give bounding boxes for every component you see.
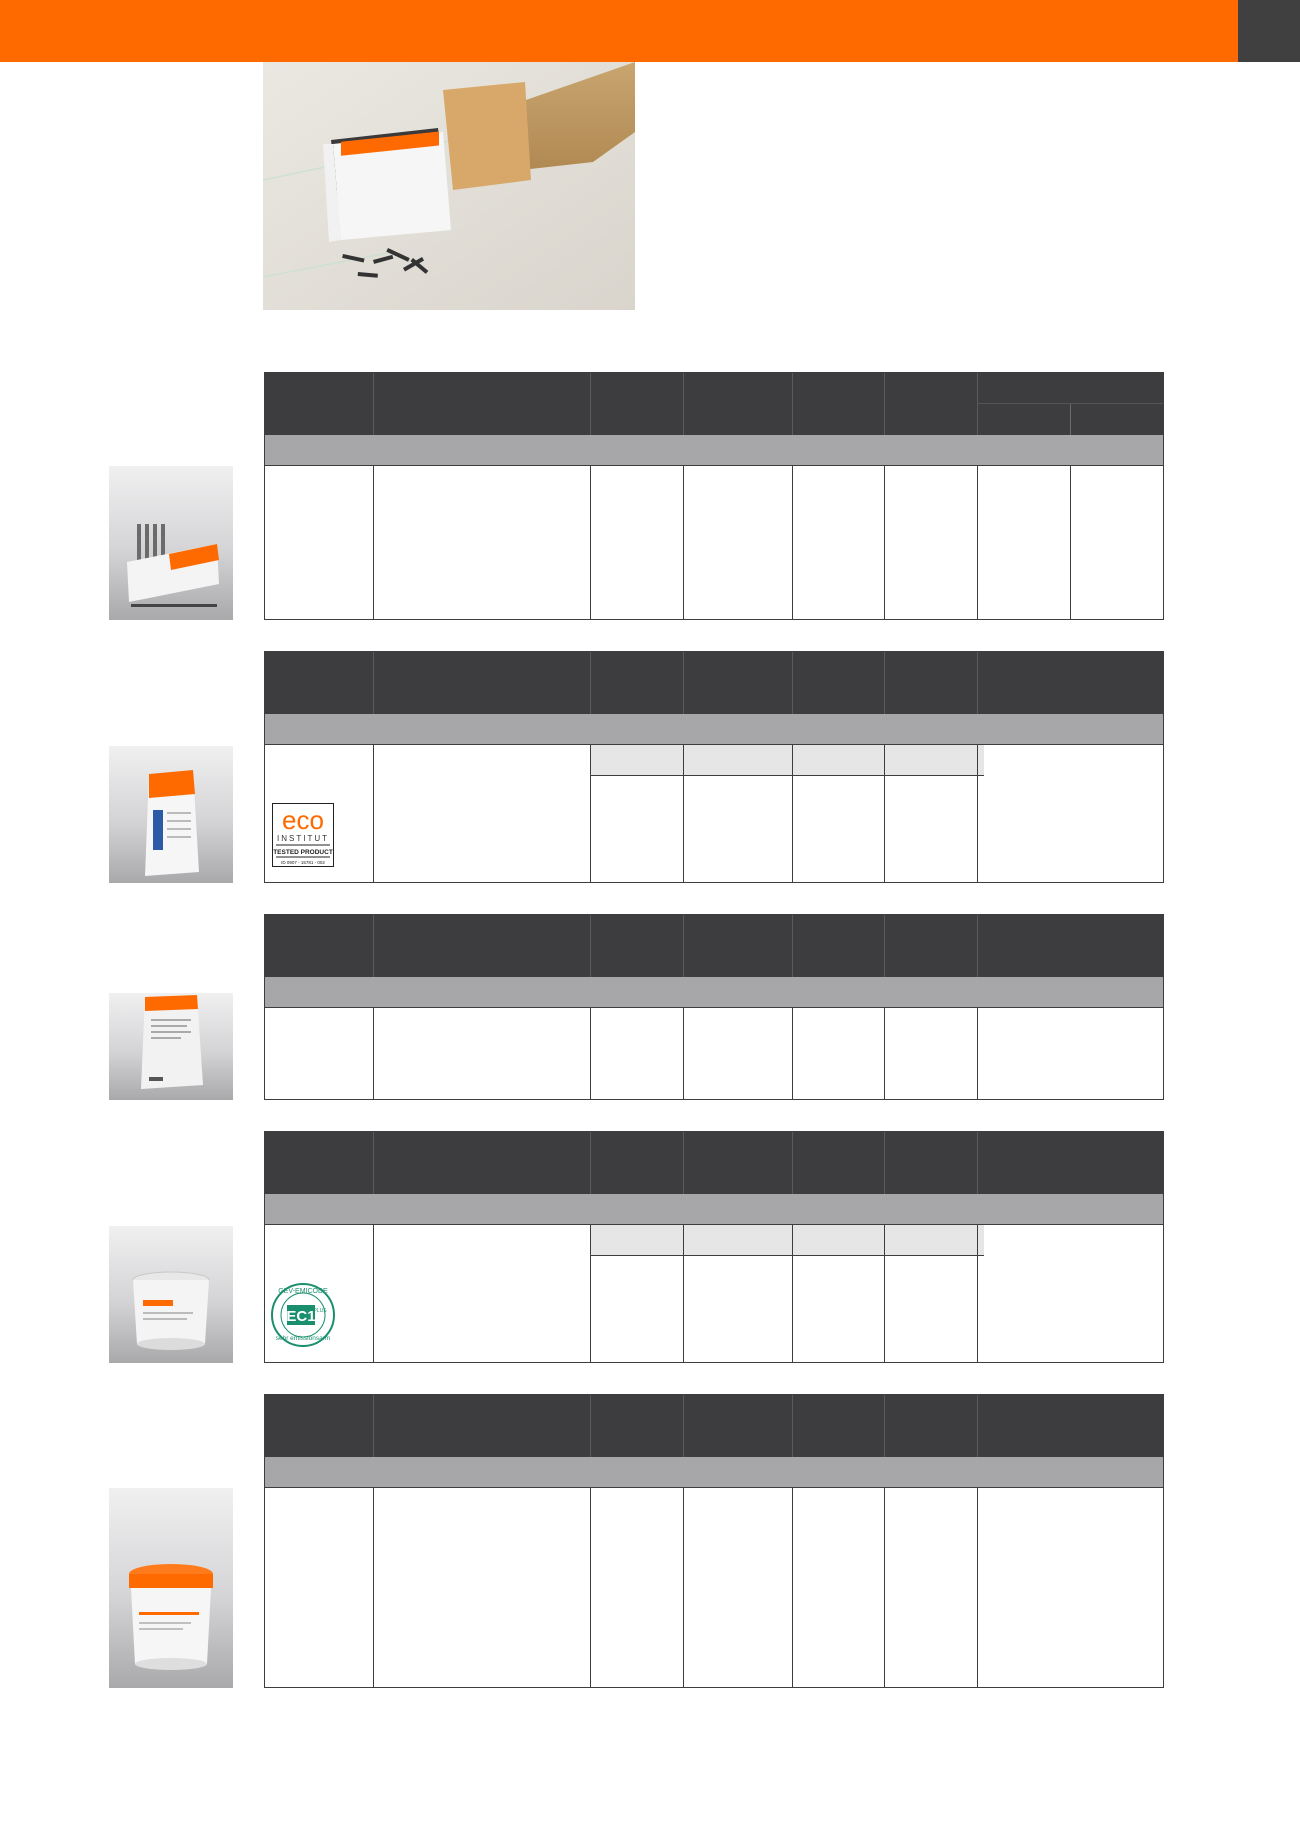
product-table-bucket	[264, 1394, 1164, 1688]
ec1-logo-bottom: sehr emissionsarm	[275, 1335, 331, 1342]
product-table-powder	[264, 651, 1164, 883]
orange-lid-bucket-icon	[109, 1488, 233, 1688]
table-header	[265, 652, 1163, 714]
powder-bag-icon	[109, 746, 233, 883]
table-header	[265, 1132, 1163, 1194]
table-subheader	[265, 1457, 1163, 1488]
product-table-screws	[264, 372, 1164, 620]
table-subheader	[265, 977, 1163, 1008]
table-subheader	[265, 714, 1163, 745]
ec1-logo-mark: EC1	[286, 1308, 316, 1325]
eco-logo-id: ID 0907 - 15781 - 002	[281, 860, 325, 865]
ec1-logo-top: GEV-EMICODE	[278, 1288, 328, 1295]
product-table-cement	[264, 914, 1164, 1100]
emicode-ec1-badge	[270, 1282, 336, 1348]
eco-logo-institut: INSTITUT	[277, 834, 329, 843]
screws-box-photo	[263, 62, 635, 310]
table-subheader	[265, 435, 1163, 466]
table-subheader	[265, 1194, 1163, 1225]
page-corner-block	[1238, 0, 1300, 62]
eco-institut-badge	[272, 803, 334, 867]
table-header	[265, 373, 1163, 435]
product-table-paste	[264, 1131, 1164, 1363]
screw-strip-icon	[109, 466, 233, 620]
table-header	[265, 915, 1163, 977]
table-header	[265, 1395, 1163, 1457]
ec1-logo-plus: PLUS	[313, 1308, 327, 1314]
cement-bag-icon	[109, 993, 233, 1100]
paste-bucket-icon	[109, 1226, 233, 1363]
eco-logo-tested: TESTED PRODUCT	[273, 849, 333, 856]
orange-header-bar	[0, 0, 1238, 62]
eco-logo-word: eco	[282, 805, 324, 835]
